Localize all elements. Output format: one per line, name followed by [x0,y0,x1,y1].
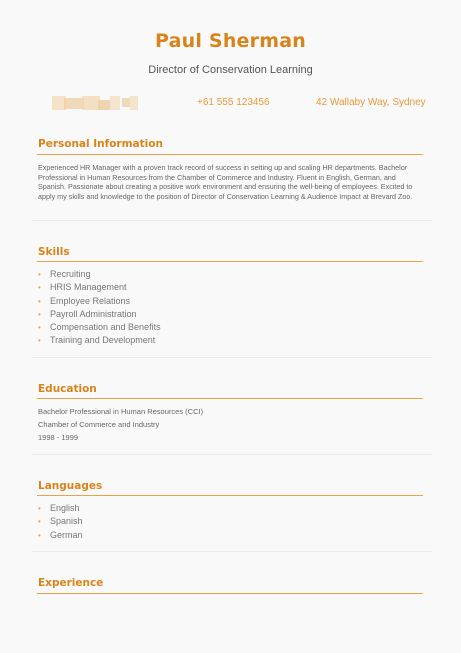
section-rule [37,261,423,262]
section-title-education: Education [38,383,97,395]
list-item: • Recruiting [38,268,161,281]
bullet-icon: • [38,517,41,527]
bullet-icon: • [38,296,41,306]
bullet-icon: • [38,504,41,513]
section-title-skills: Skills [38,246,70,258]
section-rule [37,154,423,155]
bullet-icon: • [38,530,41,540]
list-item: • English [38,502,83,515]
list-item: • Employee Relations [38,295,161,308]
section-divider [32,551,432,552]
list-item: • German [38,529,83,542]
section-divider [32,357,432,358]
section-rule [37,593,423,594]
list-item: • Training and Development [38,334,161,347]
list-item: • Compensation and Benefits [38,321,161,334]
bullet-icon: • [38,336,41,346]
contact-row [0,92,461,112]
education-institution: Chamber of Commerce and Industry [38,420,160,429]
education-years: 1998 - 1999 [38,433,79,442]
phone-link[interactable]: +61 555 123456 [197,97,270,108]
skills-list [38,268,161,348]
section-title-experience: Experience [38,577,104,589]
section-title-personal: Personal Information [38,138,163,150]
bullet-icon: • [38,309,41,319]
section-rule [37,398,423,399]
list-item: • HRIS Management [38,281,161,294]
education-degree: Bachelor Professional in Human Resources (CCI) [38,407,204,416]
list-item: • Spanish [38,515,83,528]
section-divider [32,454,432,455]
list-item: • Payroll Administration [38,308,161,321]
address-text: 42 Wallaby Way, Sydney [316,97,426,108]
personal-summary: Experienced HR Manager with a proven track record of success in setting up and scaling HR departments. Bachelor Professional in Human Resources from the Chamber of Commerce and Industry. Fluent in English, German, and Spanish. Passionate about creating a positive work environment and ensuring the well-being of employees. Excited to apply my skills and knowledge to the position of Director of Conservation Learning & Audience Impact at Brevard Zoo. [38,163,413,201]
bullet-icon: • [38,283,41,293]
email-redacted [52,96,138,110]
section-divider [32,220,432,221]
section-title-languages: Languages [38,480,103,492]
section-rule [37,495,423,496]
resume-name: Paul Sherman [155,30,306,52]
languages-list [38,502,83,542]
resume-title: Director of Conservation Learning [148,64,313,76]
bullet-icon: • [38,323,41,333]
bullet-icon: • [38,270,41,279]
